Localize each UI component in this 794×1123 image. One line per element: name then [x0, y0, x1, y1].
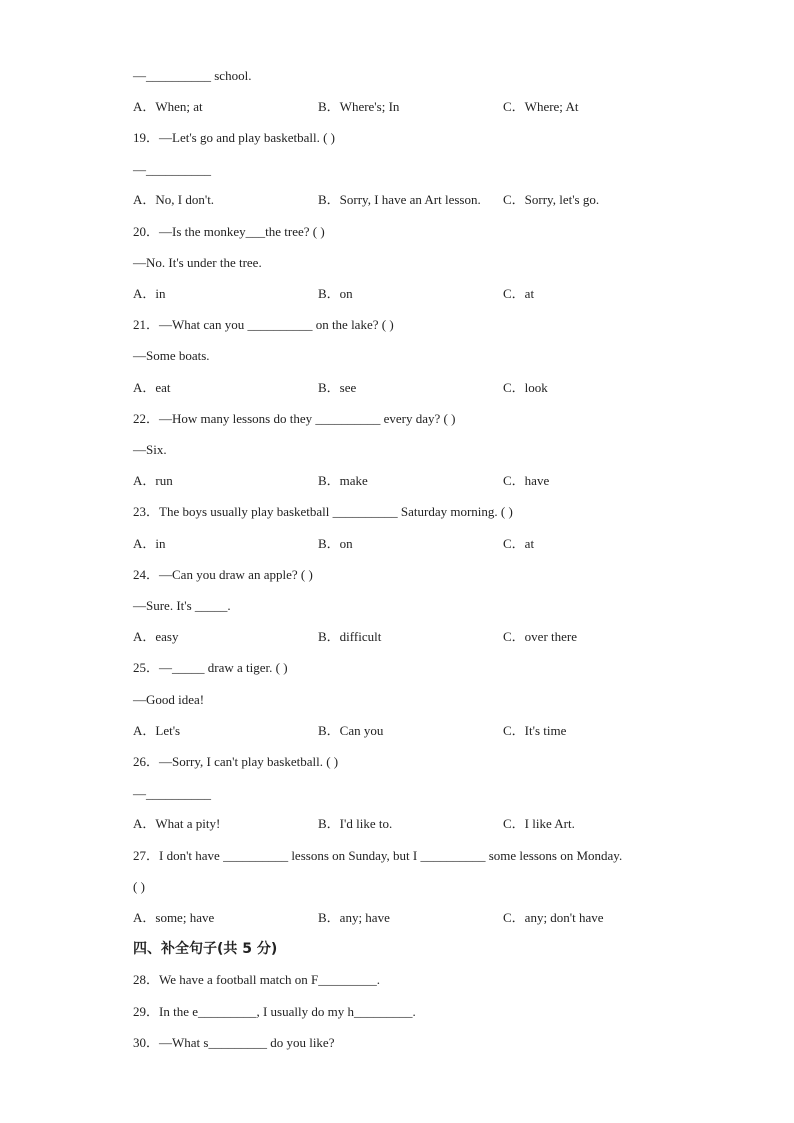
- q30-stem: 30．—What s_________ do you like?: [133, 1035, 335, 1050]
- q23-option-b[interactable]: B．on: [318, 536, 353, 551]
- q18-answer-line: —__________ school.: [133, 68, 252, 83]
- q22-option-c[interactable]: C．have: [503, 473, 550, 488]
- q20-option-a[interactable]: A．in: [133, 286, 166, 301]
- q29-stem: 29．In the e_________, I usually do my h_________.: [133, 1004, 416, 1019]
- q26-option-c[interactable]: C．I like Art.: [503, 816, 575, 831]
- q26-option-a[interactable]: A．What a pity!: [133, 816, 221, 831]
- q18-option-b[interactable]: B．Where's; In: [318, 99, 400, 114]
- q18-option-a[interactable]: A．When; at: [133, 99, 203, 114]
- q24-stem: 24．—Can you draw an apple? ( ): [133, 567, 313, 582]
- q24-answer-line: —Sure. It's _____.: [133, 598, 231, 613]
- q27-option-a[interactable]: A．some; have: [133, 910, 215, 925]
- q20-option-b[interactable]: B．on: [318, 286, 353, 301]
- q25-option-a[interactable]: A．Let's: [133, 723, 181, 738]
- q20-option-c[interactable]: C．at: [503, 286, 535, 301]
- q22-answer-line: —Six.: [133, 442, 167, 457]
- q26-stem: 26．—Sorry, I can't play basketball. ( ): [133, 754, 339, 769]
- q28-stem: 28．We have a football match on F_________.: [133, 972, 380, 987]
- q25-option-b[interactable]: B．Can you: [318, 723, 384, 738]
- q19-answer-line: —__________: [133, 162, 211, 177]
- q24-option-b[interactable]: B．difficult: [318, 629, 382, 644]
- q27-option-c[interactable]: C．any; don't have: [503, 910, 604, 925]
- q27-paren: ( ): [133, 879, 145, 894]
- q22-stem: 22．—How many lessons do they __________ every day? ( ): [133, 411, 456, 426]
- q23-option-a[interactable]: A．in: [133, 536, 166, 551]
- q26-answer-line: —__________: [133, 786, 211, 801]
- q22-option-a[interactable]: A．run: [133, 473, 173, 488]
- q24-option-a[interactable]: A．easy: [133, 629, 179, 644]
- q23-option-c[interactable]: C．at: [503, 536, 535, 551]
- q24-option-c[interactable]: C．over there: [503, 629, 578, 644]
- q20-answer-line: —No. It's under the tree.: [133, 255, 262, 270]
- q27-option-b[interactable]: B．any; have: [318, 910, 390, 925]
- q19-option-b[interactable]: B．Sorry, I have an Art lesson.: [318, 192, 481, 207]
- section-4-title: 四、补全句子(共 5 分): [133, 941, 278, 957]
- q20-stem: 20．—Is the monkey___the tree? ( ): [133, 224, 325, 239]
- q21-option-c[interactable]: C．look: [503, 380, 548, 395]
- q19-stem: 19．—Let's go and play basketball. ( ): [133, 130, 335, 145]
- q22-option-b[interactable]: B．make: [318, 473, 368, 488]
- q25-option-c[interactable]: C．It's time: [503, 723, 567, 738]
- q26-option-b[interactable]: B．I'd like to.: [318, 816, 393, 831]
- q21-answer-line: —Some boats.: [133, 348, 210, 363]
- q18-option-c[interactable]: C．Where; At: [503, 99, 579, 114]
- q25-answer-line: —Good idea!: [133, 692, 205, 707]
- q21-stem: 21．—What can you __________ on the lake? ( ): [133, 317, 394, 332]
- q21-option-a[interactable]: A．eat: [133, 380, 171, 395]
- q21-option-b[interactable]: B．see: [318, 380, 357, 395]
- q23-stem: 23．The boys usually play basketball __________ Saturday morning. ( ): [133, 504, 513, 519]
- q19-option-a[interactable]: A．No, I don't.: [133, 192, 215, 207]
- q25-stem: 25．—_____ draw a tiger. ( ): [133, 660, 288, 675]
- q19-option-c[interactable]: C．Sorry, let's go.: [503, 192, 600, 207]
- q27-stem: 27．I don't have __________ lessons on Sunday, but I __________ some lessons on Monday.: [133, 848, 623, 863]
